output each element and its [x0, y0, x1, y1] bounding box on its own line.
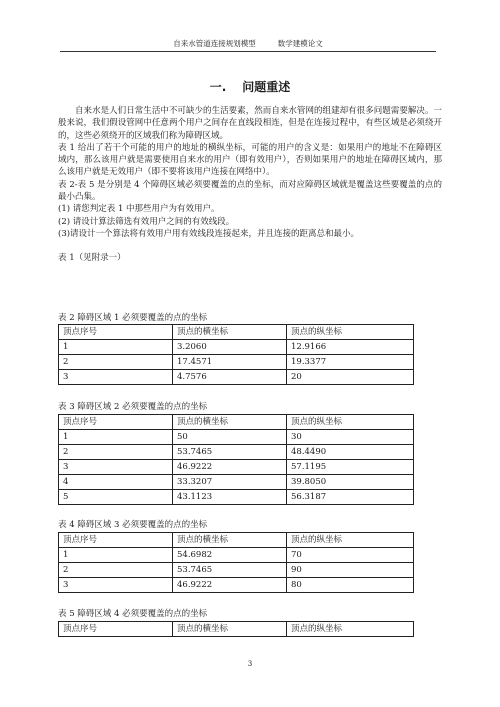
- table-header-row: [59, 325, 414, 340]
- table-header-cell: 顶点的纵坐标: [287, 415, 414, 430]
- body-text: [58, 105, 442, 265]
- table-cell: 3: [59, 578, 173, 593]
- table-cell: 2: [59, 355, 173, 370]
- table-row: [59, 578, 414, 593]
- table-cell: 43.1123: [173, 490, 287, 505]
- table-cell: 19.3377: [287, 355, 414, 370]
- table-cell: 4: [59, 475, 173, 490]
- table-cell: 1: [59, 340, 173, 355]
- table-header-cell: 顶点的纵坐标: [287, 622, 414, 637]
- table-cell: 50: [173, 430, 287, 445]
- table-obstacle-4: [58, 621, 414, 637]
- table-header-row: [59, 622, 414, 637]
- table-cell: 4.7576: [173, 370, 287, 385]
- section-number: 一.: [209, 80, 227, 94]
- table-row: [59, 430, 414, 445]
- table-header-cell: 顶点序号: [59, 622, 173, 637]
- table-caption: 表 3 障碍区域 2 必须要覆盖的点的坐标: [58, 402, 208, 412]
- table-header-cell: 顶点的横坐标: [173, 325, 287, 340]
- table-header-cell: 顶点的纵坐标: [287, 533, 414, 548]
- table-header-row: [59, 533, 414, 548]
- table-cell: 12.9166: [287, 340, 414, 355]
- table-cell: 54.6982: [173, 548, 287, 563]
- table-cell: 3: [59, 460, 173, 475]
- running-header: [60, 38, 436, 52]
- table-caption: 表 5 障碍区域 4 必须要覆盖的点的坐标: [58, 609, 208, 619]
- table-cell: 48.4490: [287, 445, 414, 460]
- table-cell: 53.7465: [173, 445, 287, 460]
- table-cell: 17.4571: [173, 355, 287, 370]
- table-obstacle-3: [58, 532, 414, 593]
- table-caption: 表 4 障碍区域 3 必须要覆盖的点的坐标: [58, 520, 208, 530]
- table-row: [59, 355, 414, 370]
- paragraph-intro: 自来水是人们日常生活中不可缺少的生活要素，然而自来水管网的组建却有很多问题需要解决。一般来说，我们假设管网中任意两个用户之间存在直线段相连，但是在连接过程中，有些区域是必须绕开的，这些必须绕开的区域我们称为障碍区域。: [58, 106, 442, 141]
- table-cell: 2: [59, 445, 173, 460]
- table-cell: 46.9222: [173, 578, 287, 593]
- table-cell: 90: [287, 563, 414, 578]
- paragraph-table1: 表 1 给出了若干个可能的用户的地址的横纵坐标，可能的用户的含义是：如果用户的地址不在障碍区域内，那么该用户就是需要使用自来水的用户（即有效用户），否则如果用户的地址在障碍区域内，那么该用户就是无效用户（即不要将该用户连接在网络中）。: [58, 142, 442, 178]
- table-row: [59, 563, 414, 578]
- table-row: [59, 445, 414, 460]
- table-header-cell: 顶点序号: [59, 325, 173, 340]
- table-header-cell: 顶点的横坐标: [173, 415, 287, 430]
- header-right: 数学建模论文: [277, 39, 323, 48]
- table-row: [59, 475, 414, 490]
- table-header-cell: 顶点的纵坐标: [287, 325, 414, 340]
- table-cell: 46.9222: [173, 460, 287, 475]
- table-caption: 表 2 障碍区域 1 必须要覆盖的点的坐标: [58, 313, 208, 323]
- table-cell: 3.2060: [173, 340, 287, 355]
- table-cell: 57.1195: [287, 460, 414, 475]
- table-cell: 39.8050: [287, 475, 414, 490]
- header-left: 自来水管道连接规划模型: [173, 39, 256, 48]
- table-cell: 53.7465: [173, 563, 287, 578]
- table-row: [59, 340, 414, 355]
- paragraph-table2-5: 表 2-表 5 是分别是 4 个障碍区域必须要覆盖的点的坐标，而对应障碍区域就是覆盖这些要覆盖的点的最小凸集。: [58, 179, 442, 203]
- table1-note: 表 1（见附录一）: [58, 253, 126, 264]
- table-cell: 33.3207: [173, 475, 287, 490]
- table-cell: 1: [59, 548, 173, 563]
- table-header-cell: 顶点的横坐标: [173, 533, 287, 548]
- section-title: [0, 78, 500, 95]
- table-header-cell: 顶点序号: [59, 415, 173, 430]
- page-number: 3: [247, 660, 253, 668]
- table-header-cell: 顶点序号: [59, 533, 173, 548]
- question-3: (3)请设计一个算法将有效用户用有效线段连接起来，并且连接的距离总和最小。: [58, 228, 360, 239]
- table-cell: 5: [59, 490, 173, 505]
- table-cell: 20: [287, 370, 414, 385]
- table-row: [59, 548, 414, 563]
- table-row: [59, 370, 414, 385]
- table-header-cell: 顶点的横坐标: [173, 622, 287, 637]
- table-obstacle-2: [58, 414, 414, 505]
- table-row: [59, 460, 414, 475]
- table-cell: 56.3187: [287, 490, 414, 505]
- table-header-row: [59, 415, 414, 430]
- section-title-text: 问题重述: [242, 80, 291, 94]
- table-cell: 30: [287, 430, 414, 445]
- question-1: (1) 请您判定表 1 中那些用户为有效用户。: [58, 204, 220, 215]
- table-cell: 80: [287, 578, 414, 593]
- table-row: [59, 490, 414, 505]
- table-cell: 2: [59, 563, 173, 578]
- table-cell: 3: [59, 370, 173, 385]
- table-cell: 1: [59, 430, 173, 445]
- table-cell: 70: [287, 548, 414, 563]
- table-obstacle-1: [58, 324, 414, 385]
- question-2: (2) 请设计算法筛选有效用户之间的有效线段。: [58, 216, 235, 227]
